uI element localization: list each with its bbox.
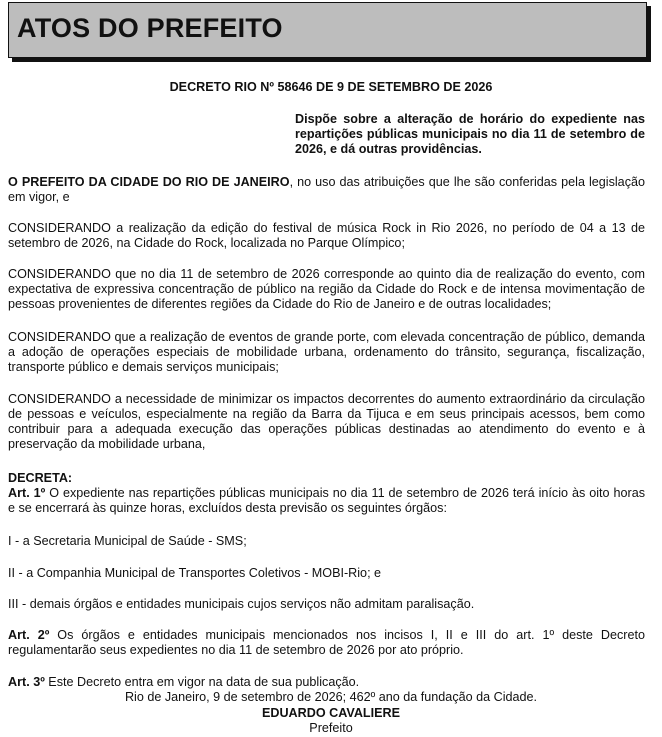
article-text: Os órgãos e entidades municipais mencionados nos incisos I, II e III do art. 1º deste Decreto regulamentarão seus expedientes no dia 11 de setembro de 2026 por ato próprio.	[8, 628, 645, 657]
considerando-lead: CONSIDERANDO	[8, 221, 111, 235]
place-date: Rio de Janeiro, 9 de setembro de 2026; 462º ano da fundação da Cidade.	[124, 690, 538, 704]
considerando-lead: CONSIDERANDO	[8, 267, 111, 281]
considerando-paragraph	[8, 392, 645, 452]
decree-title: DECRETO RIO Nº 58646 DE 9 DE SETEMBRO DE 2026	[169, 80, 493, 94]
article-2	[8, 628, 645, 658]
decreta-heading: DECRETA:	[8, 471, 73, 485]
considerando-paragraph	[8, 267, 645, 312]
article-3	[8, 675, 645, 690]
considerando-paragraph	[8, 221, 645, 251]
article-text: Este Decreto entra em vigor na data de sua publicação.	[44, 675, 360, 689]
section-title: ATOS DO PREFEITO	[17, 13, 283, 43]
signatory-role: Prefeito	[309, 721, 353, 735]
considerando-text: que a realização de eventos de grande porte, com elevada concentração de público, demanda a adoção de operações especiais de mobilidade urbana, ordenamento do trânsito, segurança, fiscalização, transporte público e demais serviços municipais;	[8, 330, 645, 374]
authority: O PREFEITO DA CIDADE DO RIO DE JANEIRO	[8, 175, 290, 189]
article-label: Art. 3º	[8, 675, 45, 689]
preamble-text: , no uso das atribuições que lhe são conferidas pela legislação em vigor, e	[8, 175, 645, 204]
article-1	[8, 486, 645, 516]
inciso-1: I - a Secretaria Municipal de Saúde - SMS;	[8, 534, 247, 548]
section-header	[8, 2, 647, 58]
considerando-text: a realização da edição do festival de música Rock in Rio 2026, no período de 04 a 13 de setembro de 2026, na Cidade do Rock, localizada no Parque Olímpico;	[8, 221, 645, 250]
considerando-lead: CONSIDERANDO	[8, 330, 111, 344]
decree-summary: Dispõe sobre a alteração de horário do expediente nas repartições públicas municipais no dia 11 de setembro de 2026, e dá outras providências.	[295, 112, 645, 156]
considerando-text: que no dia 11 de setembro de 2026 corresponde ao quinto dia de realização do evento, com expectativa de expressiva concentração de público na região da Cidade do Rock e de intensa movimentação de pessoas provenientes de diferentes regiões da Cidade do Rio de Janeiro e de outras localidades;	[8, 267, 645, 311]
article-text: O expediente nas repartições públicas municipais no dia 11 de setembro de 2026 terá início às oito horas e se encerrará às quinze horas, excluídos desta previsão os seguintes órgãos:	[8, 486, 646, 515]
article-label: Art. 1º	[8, 486, 46, 500]
inciso-3: III - demais órgãos e entidades municipais cujos serviços não admitam paralisação.	[8, 597, 475, 611]
signatory-name: EDUARDO CAVALIERE	[261, 706, 401, 720]
inciso-2: II - a Companhia Municipal de Transportes Coletivos - MOBI-Rio; e	[8, 566, 382, 580]
preamble	[8, 175, 645, 205]
article-label: Art. 2º	[8, 628, 50, 642]
considerando-lead: CONSIDERANDO	[8, 392, 111, 406]
considerando-paragraph	[8, 330, 645, 375]
considerando-text: a necessidade de minimizar os impactos decorrentes do aumento extraordinário da circulação de pessoas e veículos, especialmente na região da Barra da Tijuca e em seus principais acessos, bem como contribuir para a adequada execução das operações públicas destinadas ao atendimento do evento e à preservação da mobilidade urbana,	[8, 392, 645, 451]
